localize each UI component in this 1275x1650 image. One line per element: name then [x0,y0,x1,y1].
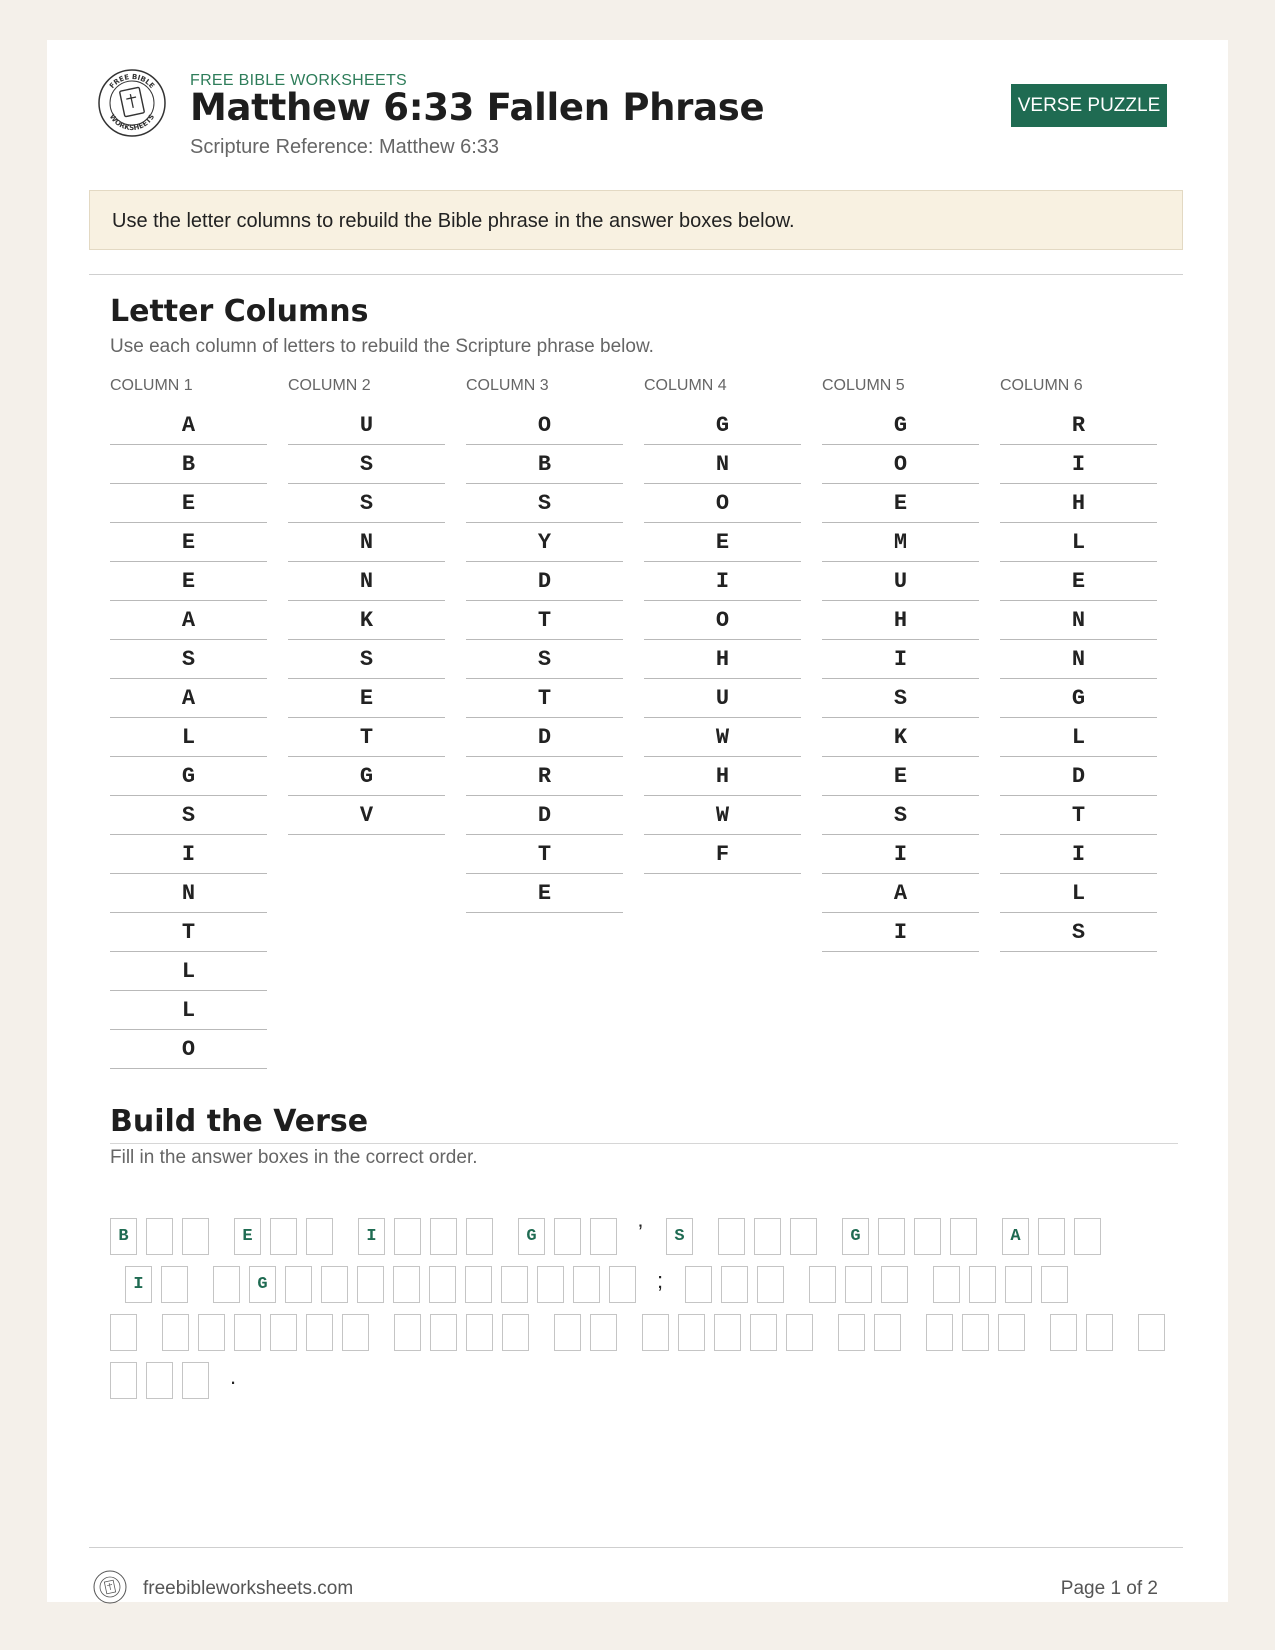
answer-box[interactable] [914,1218,941,1255]
answer-box[interactable] [590,1314,617,1351]
answer-box[interactable] [1050,1314,1077,1351]
column-letter: V [288,796,445,835]
column-letter: U [288,406,445,445]
answer-box[interactable] [554,1314,581,1351]
answer-box-hint[interactable]: B [110,1218,137,1255]
answer-box[interactable] [685,1266,712,1303]
column-letter: B [110,445,267,484]
answer-box[interactable] [466,1218,493,1255]
answer-box[interactable] [182,1362,209,1399]
answer-box-hint[interactable]: G [249,1266,276,1303]
answer-box[interactable] [1038,1218,1065,1255]
column-letter: H [822,601,979,640]
column-label: COLUMN 1 [110,377,193,394]
answer-box[interactable] [430,1218,457,1255]
answer-box[interactable] [786,1314,813,1351]
column-letter: H [1000,484,1157,523]
column-letter: T [466,835,623,874]
column-label: COLUMN 3 [466,377,549,394]
column-letter: L [110,991,267,1030]
column-letter: E [822,757,979,796]
column-letter: A [110,601,267,640]
column-letter: K [822,718,979,757]
answer-box[interactable] [950,1218,977,1255]
brand-name: FREE BIBLE WORKSHEETS [190,72,408,89]
answer-box-hint[interactable]: G [518,1218,545,1255]
answer-box[interactable] [198,1314,225,1351]
punctuation-mark: ’ [638,1220,643,1245]
answer-box[interactable] [678,1314,705,1351]
column-letter: R [1000,406,1157,445]
answer-box[interactable] [501,1266,528,1303]
column-letter: S [822,679,979,718]
column-letter: N [110,874,267,913]
worksheet-page [47,40,1228,1602]
answer-box[interactable] [270,1314,297,1351]
column-letter: R [466,757,623,796]
answer-box[interactable] [845,1266,872,1303]
letter-column-4 [644,376,801,874]
column-letter: S [288,445,445,484]
answer-box[interactable] [590,1218,617,1255]
answer-box[interactable] [306,1218,333,1255]
answer-box-hint[interactable]: A [1002,1218,1029,1255]
svg-text:FREE BIBLE: FREE BIBLE [108,72,156,91]
column-label: COLUMN 2 [288,377,371,394]
column-letter: Y [466,523,623,562]
column-letter: S [288,484,445,523]
answer-box[interactable] [757,1266,784,1303]
answer-box[interactable] [750,1314,777,1351]
scripture-reference: Scripture Reference: Matthew 6:33 [190,136,500,158]
column-letter: D [1000,757,1157,796]
punctuation-mark: . [230,1364,237,1389]
answer-box[interactable] [429,1266,456,1303]
answer-box[interactable] [962,1314,989,1351]
column-letter: U [644,679,801,718]
answer-box[interactable] [502,1314,529,1351]
answer-box[interactable] [213,1266,240,1303]
column-letter: E [644,523,801,562]
answer-box[interactable] [394,1314,421,1351]
column-letter: I [822,640,979,679]
answer-box[interactable] [809,1266,836,1303]
column-letter: E [110,523,267,562]
column-letter: I [822,913,979,952]
column-letter: O [466,406,623,445]
answer-box-hint[interactable]: G [842,1218,869,1255]
column-letter: T [110,913,267,952]
answer-box[interactable] [357,1266,384,1303]
answer-box[interactable] [714,1314,741,1351]
column-letter: T [466,679,623,718]
column-letter: L [110,952,267,991]
answer-box[interactable] [642,1314,669,1351]
answer-box[interactable] [537,1266,564,1303]
answer-box[interactable] [394,1218,421,1255]
column-letter: O [822,445,979,484]
letter-column-6 [1000,376,1157,952]
letter-column-5 [822,376,979,952]
footer-site: freebibleworksheets.com [143,1578,354,1599]
answer-box[interactable] [969,1266,996,1303]
answer-box[interactable] [881,1266,908,1303]
column-letter: G [288,757,445,796]
answer-box-hint[interactable]: S [666,1218,693,1255]
column-letter: T [466,601,623,640]
answer-box[interactable] [1086,1314,1113,1351]
answer-box[interactable] [609,1266,636,1303]
column-letter: S [466,484,623,523]
answer-box[interactable] [465,1266,492,1303]
column-letter: S [288,640,445,679]
answer-box[interactable] [321,1266,348,1303]
footer-logo-icon [93,1570,127,1604]
answer-box-hint[interactable]: I [358,1218,385,1255]
column-letter: O [644,484,801,523]
column-letter: N [1000,640,1157,679]
answer-box[interactable] [270,1218,297,1255]
column-letter: G [1000,679,1157,718]
column-label: COLUMN 4 [644,377,727,394]
column-letter: D [466,562,623,601]
column-letter: I [822,835,979,874]
answer-box[interactable] [754,1218,781,1255]
column-letter: L [1000,874,1157,913]
answer-box[interactable] [838,1314,865,1351]
column-letter: D [466,718,623,757]
column-letter: S [822,796,979,835]
column-letter: W [644,796,801,835]
column-letter: U [822,562,979,601]
answer-box[interactable] [110,1362,137,1399]
answer-box[interactable] [1005,1266,1032,1303]
column-label: COLUMN 6 [1000,377,1083,394]
column-letter: B [466,445,623,484]
column-letter: O [644,601,801,640]
footer-divider [89,1547,1183,1548]
answer-box[interactable] [466,1314,493,1351]
answer-box[interactable] [393,1266,420,1303]
column-letter: L [1000,523,1157,562]
answer-box[interactable] [1138,1314,1165,1351]
answer-box[interactable] [790,1218,817,1255]
page-number: Page 1 of 2 [1060,1578,1158,1599]
column-letter: G [110,757,267,796]
column-letter: E [1000,562,1157,601]
column-letter: T [288,718,445,757]
column-letter: A [110,679,267,718]
answer-box[interactable] [430,1314,457,1351]
answer-box-hint[interactable]: I [125,1266,152,1303]
book-cross-logo-icon [97,68,167,138]
answer-box[interactable] [234,1314,261,1351]
answer-box[interactable] [721,1266,748,1303]
column-letter: S [1000,913,1157,952]
instruction-box: Use the letter columns to rebuild the Bible phrase in the answer boxes below. [89,190,1183,250]
answer-box[interactable] [110,1314,137,1351]
answer-box[interactable] [573,1266,600,1303]
column-letter: E [822,484,979,523]
column-letter: S [110,640,267,679]
answer-box[interactable] [146,1218,173,1255]
letter-columns-title: Letter Columns [110,294,369,329]
column-letter: I [644,562,801,601]
answer-box[interactable] [878,1218,905,1255]
column-letter: E [110,562,267,601]
answer-box[interactable] [1041,1266,1068,1303]
column-letter: G [644,406,801,445]
answer-box[interactable] [306,1314,333,1351]
answer-box[interactable] [146,1362,173,1399]
answer-box[interactable] [161,1266,188,1303]
answer-box[interactable] [874,1314,901,1351]
column-letter: W [644,718,801,757]
column-letter: N [1000,601,1157,640]
divider [110,1143,1178,1144]
column-letter: L [110,718,267,757]
column-letter: D [466,796,623,835]
column-letter: M [822,523,979,562]
column-letter: N [288,562,445,601]
letter-column-2 [288,376,445,835]
svg-text:WORKSHEETS: WORKSHEETS [107,112,157,133]
column-letter: I [1000,445,1157,484]
column-letter: T [1000,796,1157,835]
verse-puzzle-badge: VERSE PUZZLE [1011,84,1167,127]
divider [89,274,1183,275]
answer-box[interactable] [182,1218,209,1255]
column-letter: E [466,874,623,913]
column-letter: N [288,523,445,562]
column-letter: S [466,640,623,679]
letter-column-3 [466,376,623,913]
page-title: Matthew 6:33 Fallen Phrase [190,86,765,129]
answer-box[interactable] [285,1266,312,1303]
answer-box[interactable] [162,1314,189,1351]
column-letter: K [288,601,445,640]
column-letter: E [110,484,267,523]
column-letter: G [822,406,979,445]
column-letter: F [644,835,801,874]
build-verse-title: Build the Verse [110,1104,369,1139]
column-letter: I [110,835,267,874]
column-letter: A [110,406,267,445]
column-letter: O [110,1030,267,1069]
column-letter: S [110,796,267,835]
build-verse-subtitle: Fill in the answer boxes in the correct order. [110,1147,478,1168]
column-letter: A [822,874,979,913]
column-letter: N [644,445,801,484]
letter-columns-subtitle: Use each column of letters to rebuild the Scripture phrase below. [110,336,654,357]
punctuation-mark: ; [657,1268,664,1293]
answer-box-hint[interactable]: E [234,1218,261,1255]
answer-box[interactable] [1074,1218,1101,1255]
answer-box[interactable] [998,1314,1025,1351]
answer-box[interactable] [554,1218,581,1255]
column-letter: H [644,640,801,679]
column-letter: E [288,679,445,718]
answer-box[interactable] [926,1314,953,1351]
column-label: COLUMN 5 [822,377,905,394]
answer-box[interactable] [933,1266,960,1303]
column-letter: H [644,757,801,796]
answer-box[interactable] [718,1218,745,1255]
column-letter: I [1000,835,1157,874]
column-letter: L [1000,718,1157,757]
letter-column-1 [110,376,267,1069]
answer-box[interactable] [342,1314,369,1351]
